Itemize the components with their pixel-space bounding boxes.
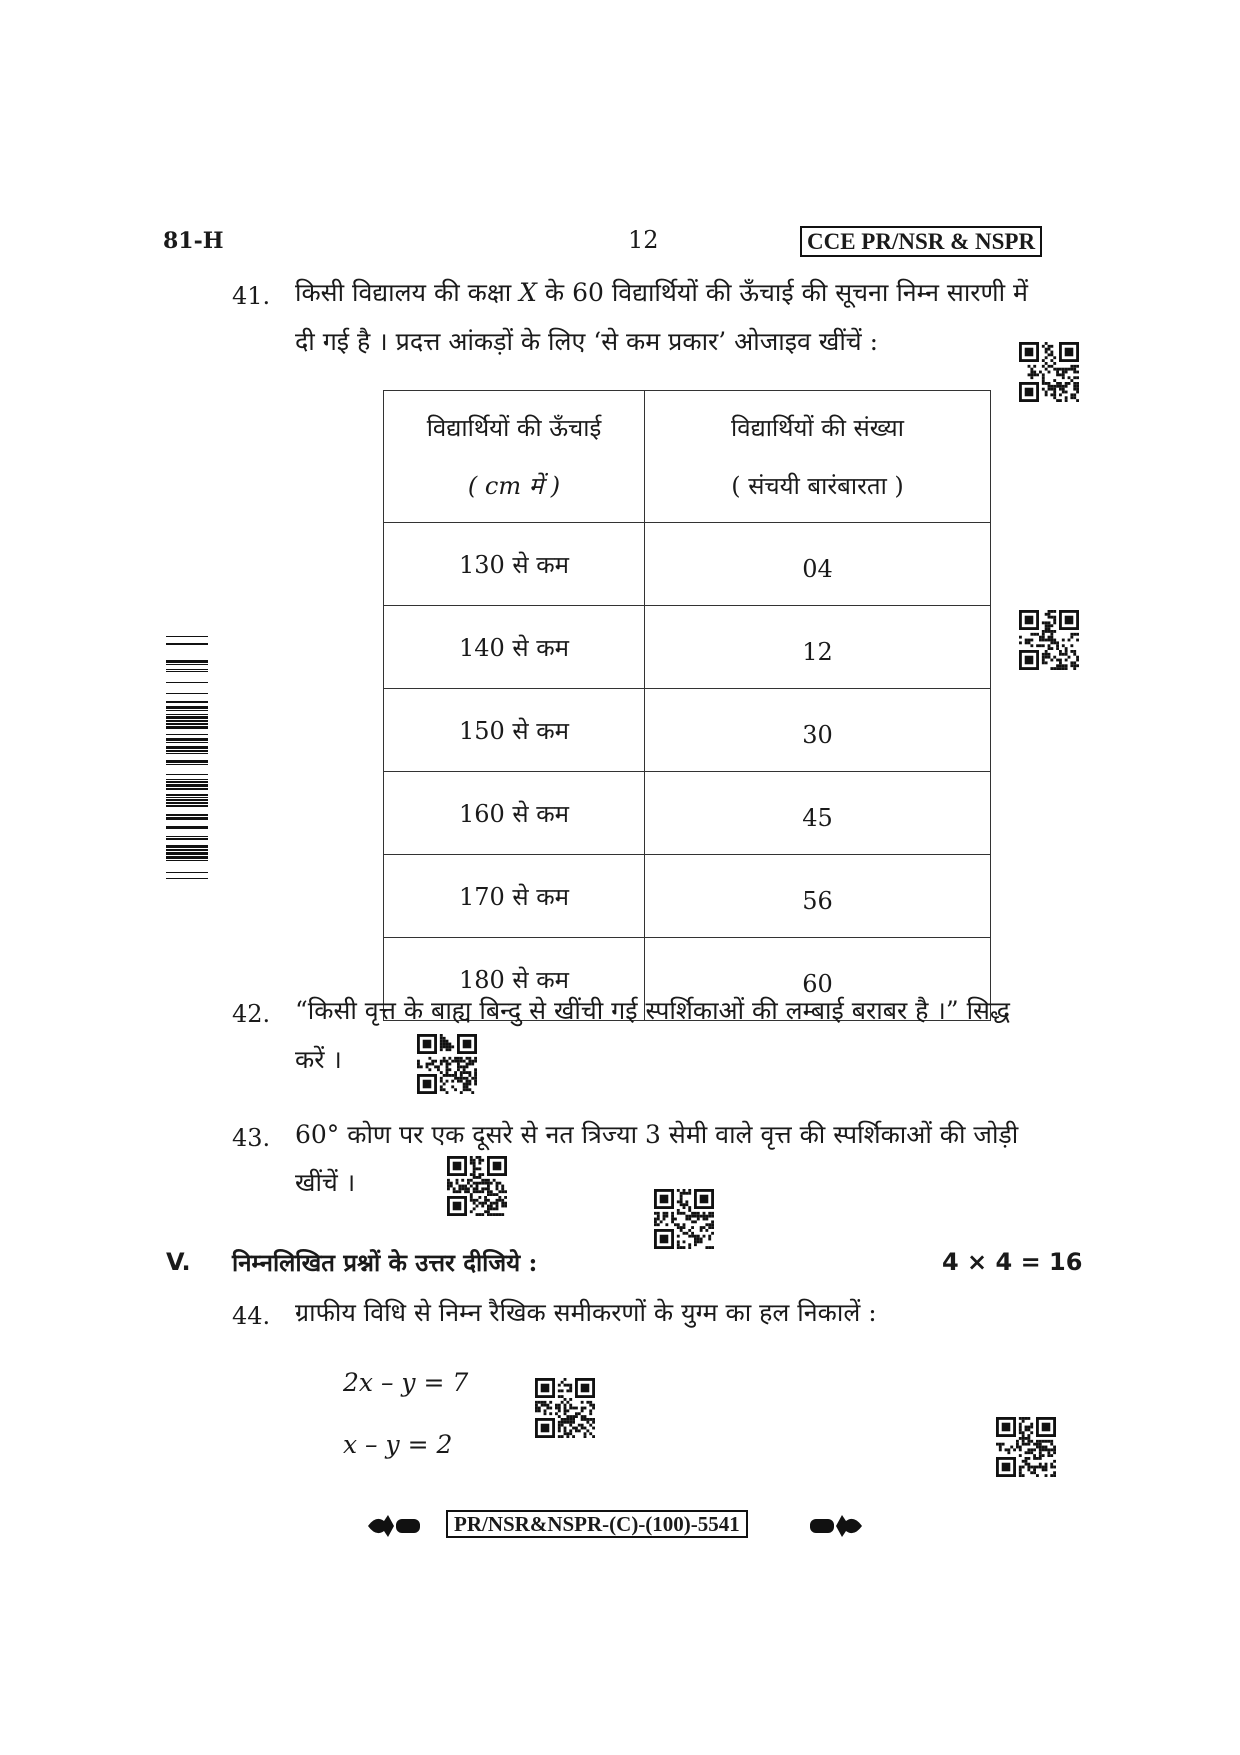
table-row: 180 से कम 60: [384, 938, 991, 1021]
qr-code: [1019, 342, 1079, 402]
ornament-right-icon: [808, 1511, 864, 1541]
q43-number: 43.: [232, 1124, 271, 1152]
exam-label: CCE PR/NSR & NSPR: [800, 226, 1042, 257]
q41-line2: दी गई है । प्रदत्त आंकड़ों के लिए ‘से कम प्रकार’ ओजाइव खींचें :: [295, 327, 879, 356]
qr-code: [654, 1189, 714, 1249]
table-row: 130 से कम 04: [384, 523, 991, 606]
section-label: V.: [166, 1248, 191, 1276]
q44-number: 44.: [232, 1302, 271, 1330]
q41-number: 41.: [232, 282, 271, 310]
q43-line1: 60° कोण पर एक दूसरे से नत त्रिज्या 3 सेमी वाले वृत्त की स्पर्शिकाओं की जोड़ी: [295, 1120, 1019, 1149]
equation-1: 2x – y = 7: [343, 1368, 469, 1397]
table-header-row: [384, 391, 991, 523]
ornament-left-icon: [366, 1511, 422, 1541]
page-number: 12: [628, 226, 659, 254]
barcode: [166, 636, 208, 879]
qr-code: [535, 1378, 595, 1438]
qr-code: [1019, 610, 1079, 670]
equation-2: x – y = 2: [343, 1430, 453, 1459]
section-marks: 4 × 4 = 16: [942, 1248, 1083, 1276]
qr-code: [996, 1417, 1056, 1477]
q41-line1: किसी विद्यालय की कक्षा X के 60 विद्यार्थियों की ऊँचाई की सूचना निम्न सारणी में: [295, 278, 1028, 307]
q42-line1: “किसी वृत्त के बाह्य बिन्दु से खींची गई स्पर्शिकाओं की लम्बाई बराबर है ।” सिद्ध: [295, 996, 1010, 1025]
table-row: 150 से कम 30: [384, 689, 991, 772]
q43-line2: खींचें ।: [295, 1168, 356, 1197]
q42-line2: करें ।: [295, 1045, 342, 1074]
table-row: 140 से कम 12: [384, 606, 991, 689]
qr-code: [447, 1156, 507, 1216]
col-height-header: विद्यार्थियों की ऊँचाई ( cm में ): [384, 391, 645, 523]
table-row: 160 से कम 45: [384, 772, 991, 855]
q42-number: 42.: [232, 1000, 271, 1028]
table-row: 170 से कम 56: [384, 855, 991, 938]
paper-code: 81-H: [163, 228, 224, 254]
qr-code: [417, 1034, 477, 1094]
col-count-header: विद्यार्थियों की संख्या ( संचयी बारंबारता ): [645, 391, 991, 523]
cumulative-frequency-table: [383, 390, 991, 1021]
footer-code: PR/NSR&NSPR-(C)-(100)-5541: [446, 1510, 748, 1538]
section-title: निम्नलिखित प्रश्नों के उत्तर दीजिये :: [232, 1248, 538, 1277]
q44-line1: ग्राफीय विधि से निम्न रैखिक समीकरणों के युग्म का हल निकालें :: [295, 1298, 877, 1327]
